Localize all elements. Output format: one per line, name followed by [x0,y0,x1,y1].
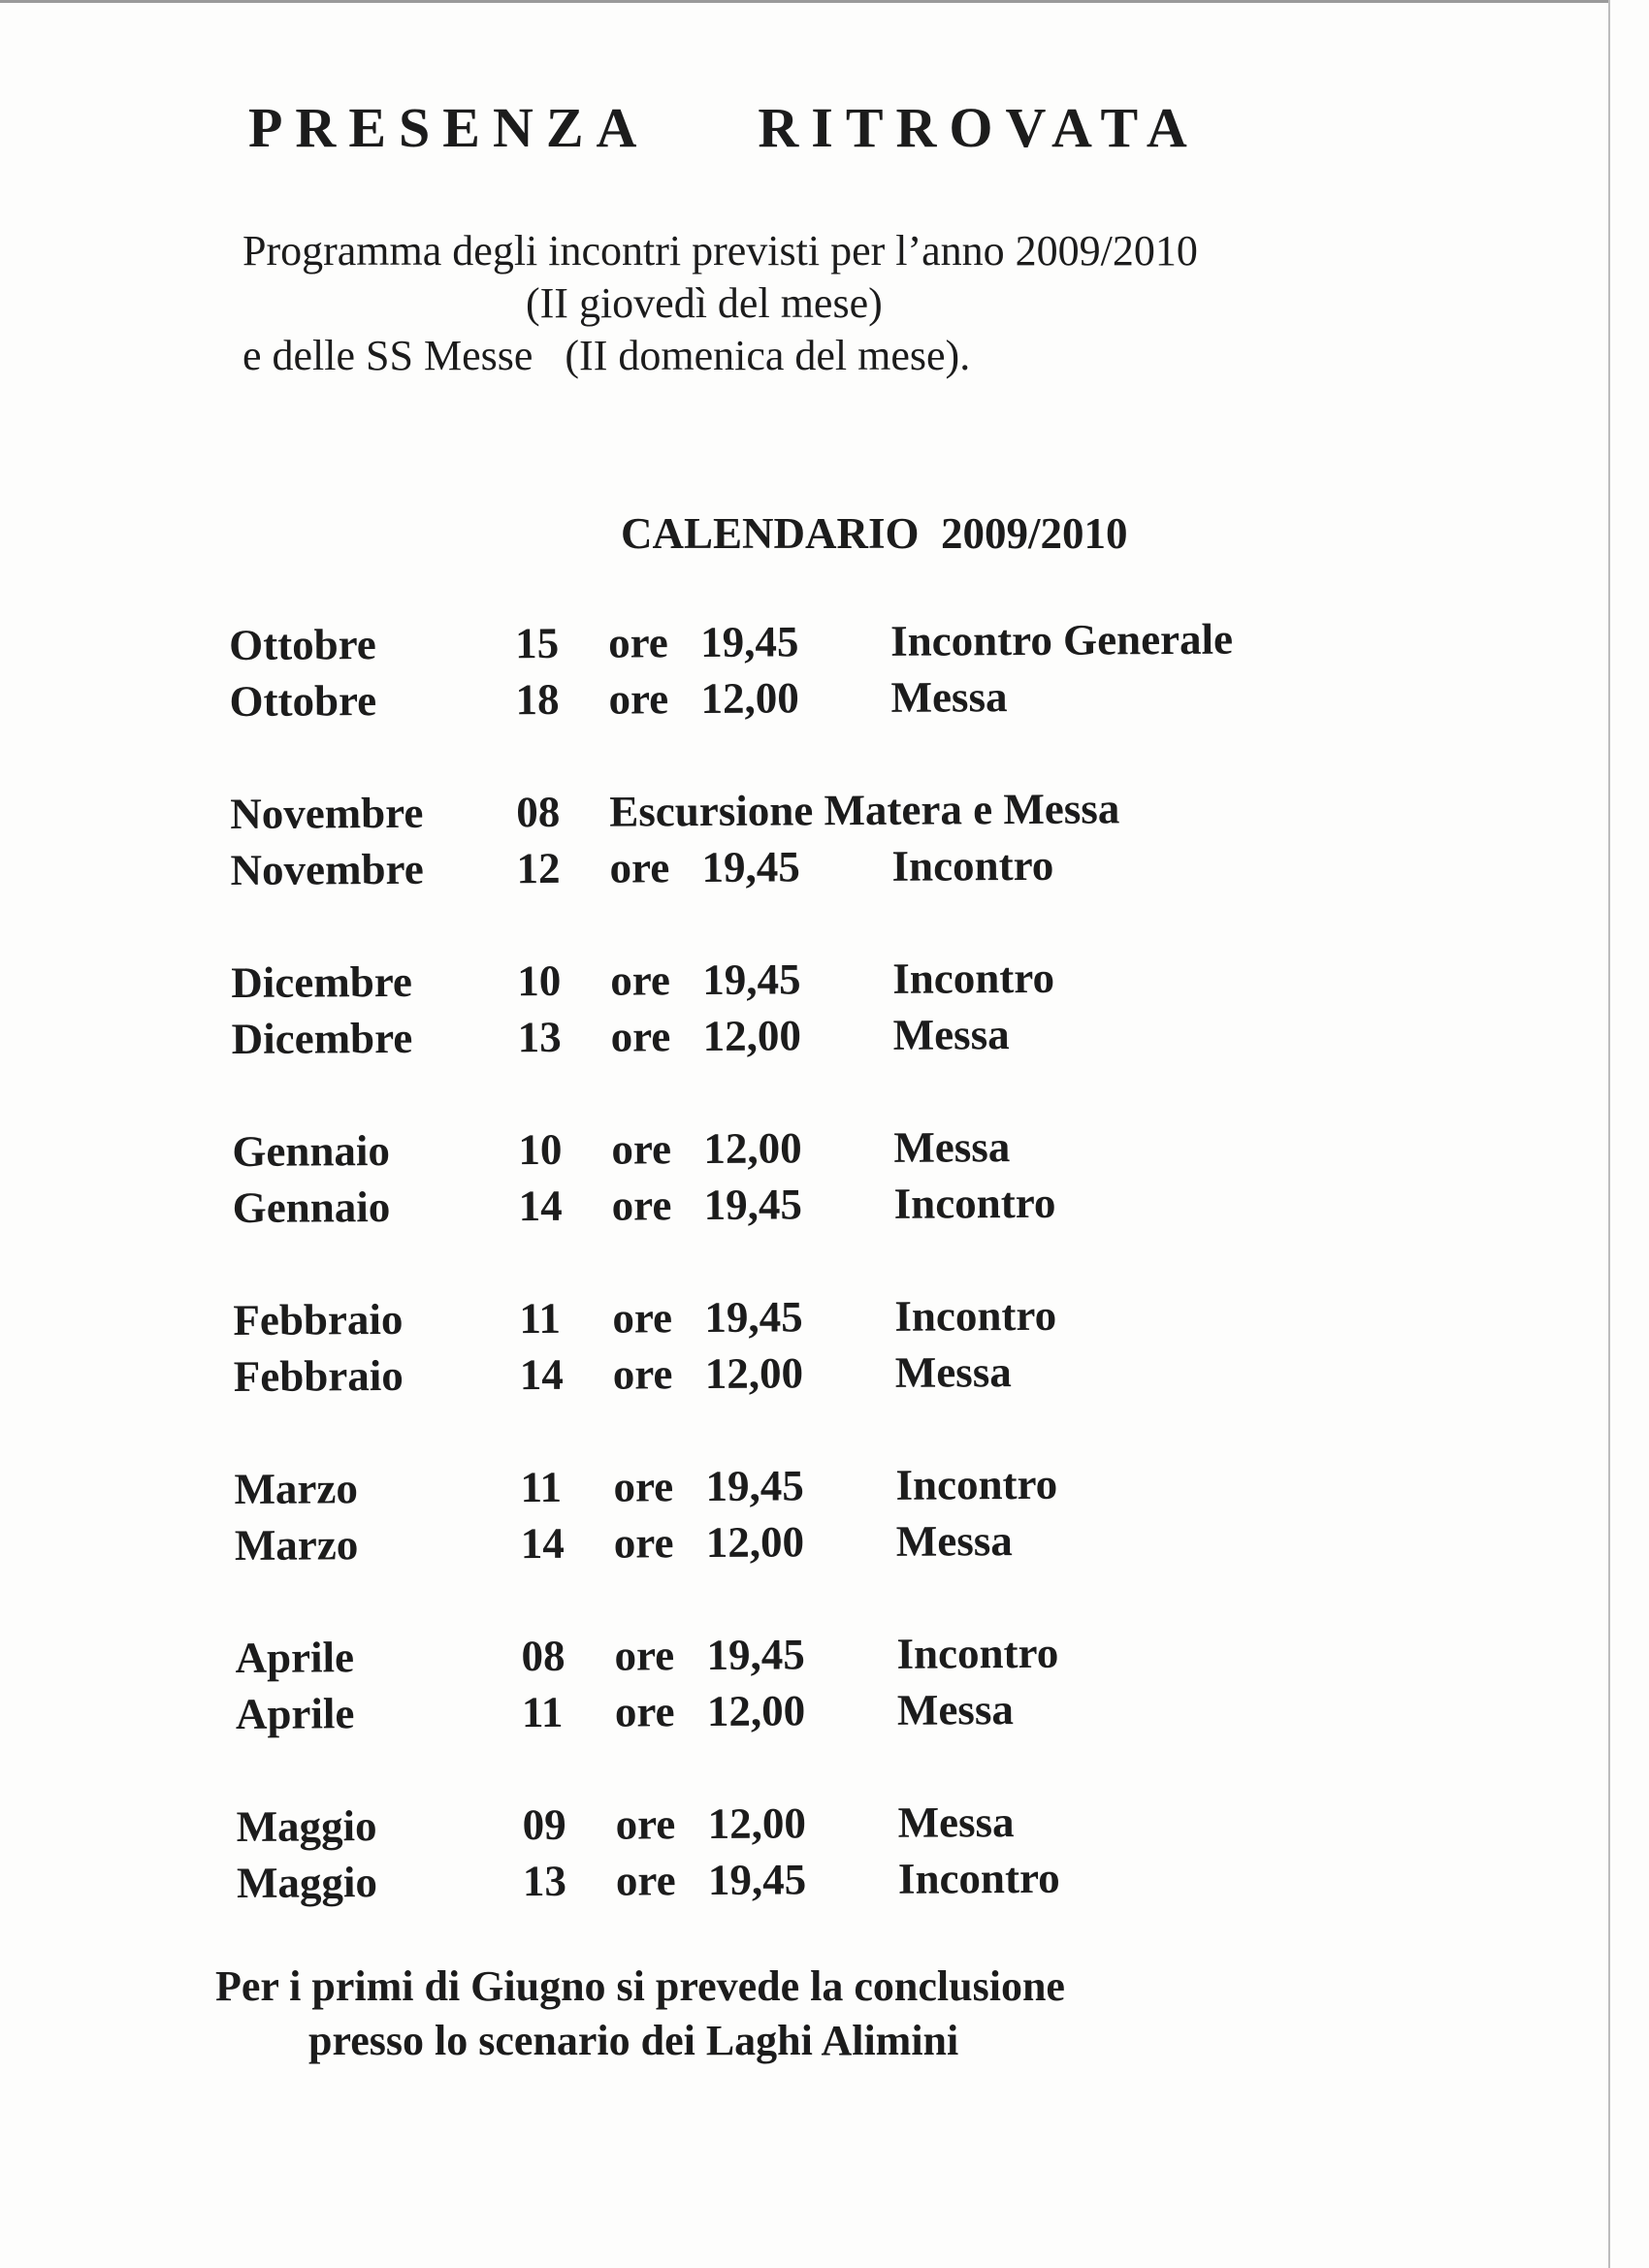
calendar-row [234,1454,1359,1517]
calendar-day: 10 [518,1124,563,1175]
calendar-ore-label: ore [614,1631,675,1680]
calendar-ore-label: ore [608,618,668,667]
calendar-day: 14 [518,1181,563,1231]
calendar-month-group [229,610,1355,729]
calendar-ore-label: ore [609,843,670,892]
closing-note-line-1: Per i primi di Giugno si prevede la conclusione [215,1962,1065,2010]
calendar-time: 19,45 [701,842,800,892]
calendar-time: 19,45 [704,1292,803,1343]
calendar-time: 19,45 [707,1855,807,1905]
calendar-row [229,610,1354,673]
calendar-month: Aprile [235,1689,355,1738]
calendar-month: Febbraio [233,1350,404,1401]
calendar-day: 10 [517,956,562,1006]
calendar-ore-label: ore [610,956,671,1005]
calendar-row [237,1848,1362,1911]
calendar-day: 15 [515,618,560,668]
page-title [248,95,1200,160]
calendar-time: 12,00 [704,1348,804,1399]
calendar-row [231,1004,1356,1067]
calendar-month-group [235,1623,1361,1742]
calendar-schedule [229,610,1362,1967]
calendar-row [235,1623,1360,1686]
calendar-day: 08 [516,787,561,837]
calendar-row [236,1792,1361,1855]
closing-note [215,1960,1065,2068]
calendar-month-group [236,1792,1362,1911]
calendar-ore-label: ore [615,1856,676,1905]
title-word-1: PRESENZA [248,96,650,159]
calendar-event: Incontro [891,840,1054,891]
calendar-day: 18 [515,674,560,725]
calendar-description: Escursione Matera e Messa [609,784,1120,836]
calendar-row [233,1173,1358,1236]
calendar-time: 19,45 [703,1180,803,1230]
calendar-time: 19,45 [702,955,801,1005]
calendar-event: Messa [897,1798,1015,1847]
calendar-event: Incontro [897,1853,1060,1903]
calendar-month-group [230,779,1356,898]
calendar-time: 12,00 [707,1798,807,1849]
calendar-event: Messa [890,672,1008,722]
calendar-row [229,666,1354,729]
calendar-time: 12,00 [703,1123,802,1174]
calendar-day: 14 [519,1349,564,1400]
calendar-month: Febbraio [233,1294,404,1345]
calendar-month: Marzo [234,1464,359,1513]
calendar-day: 13 [522,1856,567,1906]
calendar-month: Marzo [234,1520,359,1570]
title-word-2: RITROVATA [758,96,1200,159]
calendar-row [234,1342,1359,1405]
calendar-time: 12,00 [705,1517,805,1568]
calendar-day: 12 [516,843,561,893]
calendar-month-group [232,1117,1358,1236]
calendar-row [231,948,1356,1011]
calendar-ore-label: ore [615,1799,676,1849]
calendar-time: 19,45 [706,1630,805,1680]
calendar-month: Maggio [236,1858,378,1907]
calendar-row [233,1285,1358,1348]
calendar-event: Incontro [895,1459,1058,1509]
calendar-event: Incontro [893,1178,1056,1228]
scan-right-edge [1608,0,1610,2268]
calendar-month: Gennaio [232,1125,391,1176]
calendar-time: 12,00 [702,1011,802,1061]
calendar-month-group [233,1285,1359,1405]
closing-note-line-2: presso lo scenario dei Laghi Alimini [308,2017,959,2064]
calendar-ore-label: ore [611,1124,672,1174]
calendar-time: 12,00 [700,673,799,724]
calendar-row [232,1117,1357,1180]
calendar-event: Incontro [896,1628,1059,1678]
calendar-ore-label: ore [612,1349,673,1399]
calendar-ore-label: ore [613,1462,674,1511]
calendar-day: 11 [520,1462,563,1512]
intro-line-1: Programma degli incontri previsti per l’anno 2009/2010 [242,227,1198,275]
calendar-time: 12,00 [706,1686,806,1736]
calendar-day: 14 [520,1518,565,1569]
calendar-ore-label: ore [613,1518,674,1568]
scan-top-edge [0,0,1610,3]
calendar-day: 11 [521,1687,564,1737]
calendar-month-group [234,1454,1360,1573]
calendar-row [235,1510,1360,1573]
calendar-ore-label: ore [614,1687,675,1736]
calendar-day: 09 [522,1799,566,1850]
calendar-day: 11 [519,1293,562,1344]
calendar-day: 08 [521,1631,566,1681]
calendar-month: Novembre [230,788,424,838]
calendar-ore-label: ore [610,1012,671,1061]
calendar-month-group [231,948,1357,1067]
intro-line-3: e delle SS Messe (II domenica del mese). [242,332,971,379]
calendar-month: Dicembre [231,956,413,1007]
calendar-month: Maggio [236,1801,377,1851]
calendar-month: Ottobre [229,676,377,726]
calendar-month: Ottobre [229,620,376,669]
intro-paragraph [242,225,1198,382]
calendar-event: Messa [895,1516,1013,1566]
calendar-row [230,779,1355,842]
calendar-row [236,1679,1361,1742]
calendar-event: Incontro [894,1290,1057,1341]
calendar-month: Aprile [235,1633,355,1682]
calendar-event: Incontro [892,953,1055,1003]
intro-line-2: (II giovedì del mese) [526,279,883,327]
calendar-time: 19,45 [700,617,799,667]
calendar-heading: CALENDARIO 2009/2010 [621,509,1128,558]
calendar-month: Dicembre [231,1013,413,1063]
calendar-day: 13 [517,1012,562,1062]
calendar-month: Novembre [230,844,424,894]
calendar-event: Incontro Generale [890,614,1234,665]
calendar-event: Messa [894,1347,1012,1397]
calendar-event: Messa [892,1010,1010,1059]
calendar-month: Gennaio [232,1182,391,1232]
calendar-ore-label: ore [612,1293,673,1343]
calendar-ore-label: ore [611,1181,672,1230]
calendar-event: Messa [893,1122,1011,1172]
calendar-row [230,835,1355,898]
calendar-ore-label: ore [608,674,669,724]
calendar-event: Messa [896,1685,1015,1734]
calendar-time: 19,45 [705,1461,804,1511]
